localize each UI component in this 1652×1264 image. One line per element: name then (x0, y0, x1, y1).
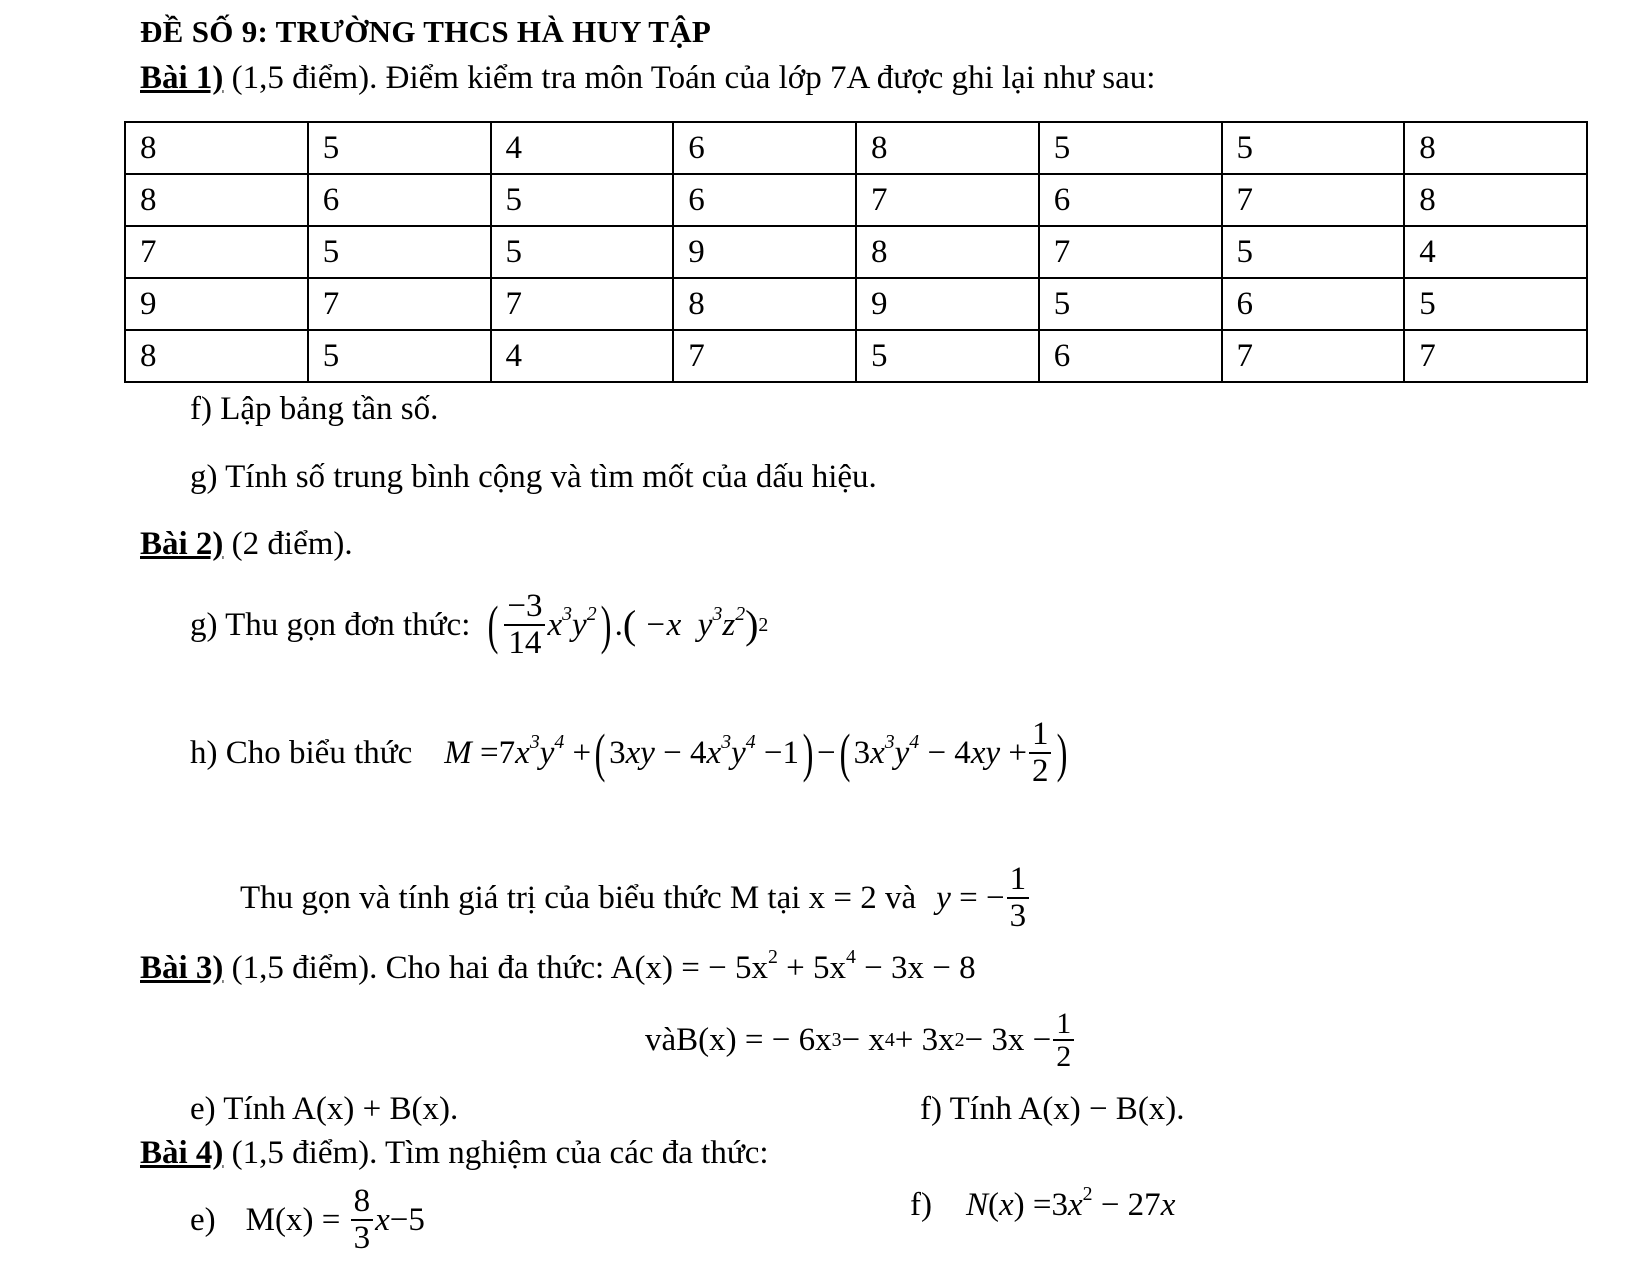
bai2-text: (2 điểm). (223, 526, 353, 562)
table-cell: 8 (856, 122, 1039, 174)
polynomial-b: B(x) = − 6x 3 − x 4 + 3x 2 − 3x − $\frac{1}{2}$ (676, 1008, 1076, 1073)
table-cell: 7 (491, 278, 674, 330)
table-cell: 7 (308, 278, 491, 330)
table-cell: 7 (1222, 330, 1405, 382)
bai2-sub (240, 858, 1031, 938)
bai2-item-g-text: g) Thu gọn đơn thức: (190, 606, 471, 643)
table-cell: 8 (673, 278, 856, 330)
fraction-neg3-14: $\frac{-3}{14}$ (504, 589, 545, 660)
bai2-item-h-text: h) Cho biểu thức (190, 734, 413, 771)
polynomial-a: A(x) = − $5x^2 + 5x^4 - 3x - 8$ (610, 946, 976, 986)
table-cell: 6 (1222, 278, 1405, 330)
table-cell: 7 (1404, 330, 1587, 382)
fraction-1-2: $\frac{1}{2}$ (1029, 717, 1052, 788)
bai2-sub-text: Thu gọn và tính giá trị của biểu thức M tại x = 2 và (240, 879, 917, 916)
monomial-expression: ( $\frac{-3}{14}$ $x^3y^2$ ) . ( −x $y^3z^2$ ) 2 (487, 588, 769, 661)
table-cell: 8 (1404, 174, 1587, 226)
table-cell: 6 (673, 122, 856, 174)
bai2-heading (140, 528, 353, 561)
table-cell: 5 (1404, 278, 1587, 330)
fraction-1-3: $\frac{1}{3}$ (1007, 862, 1030, 933)
table-cell: 5 (1222, 226, 1405, 278)
bai1-item-g: g) Tính số trung bình cộng và tìm mốt của dấu hiệu. (190, 459, 877, 495)
table-cell: 4 (1404, 226, 1587, 278)
page-title: ĐỀ SỐ 9: TRƯỜNG THCS HÀ HUY TẬP (140, 14, 712, 49)
expression-m: M =7 $x^3y^4$ + ( 3 xy − 4 $x^3y^4$ −1 ) − ( 3 $x^3y^4$ − 4 xy + $\frac{1}{2}$ ) (444, 716, 1068, 789)
bai4-item-e-label: e) (190, 1201, 216, 1238)
bai2-item-g (190, 580, 768, 670)
table-row (125, 330, 1587, 382)
table-row (125, 278, 1587, 330)
table-row (125, 226, 1587, 278)
bai4-label: Bài 4) (140, 1135, 224, 1171)
bai4-heading (140, 1137, 769, 1170)
bai2-item-h (190, 708, 1071, 798)
table-cell: 9 (125, 278, 308, 330)
bai1-label: Bài 1) (140, 60, 224, 96)
table-cell: 5 (1039, 278, 1222, 330)
table-cell: 4 (491, 122, 674, 174)
table-cell: 5 (308, 226, 491, 278)
table-cell: 7 (125, 226, 308, 278)
bai3-label: Bài 3) (140, 950, 224, 986)
table-cell: 6 (1039, 174, 1222, 226)
y-value-expression: y = − $\frac{1}{3}$ (936, 862, 1031, 933)
bai3-item-e: e) Tính A(x) + B(x). (190, 1091, 459, 1127)
table-cell: 6 (673, 174, 856, 226)
bai4-text: (1,5 điểm). Tìm nghiệm của các đa thức: (223, 1135, 769, 1171)
bai4-item-f-label: f) (910, 1186, 932, 1223)
table-cell: 7 (1039, 226, 1222, 278)
table-cell: 5 (856, 330, 1039, 382)
bai3-item-f: f) Tính A(x) − B(x). (920, 1091, 1185, 1127)
table-cell: 5 (308, 122, 491, 174)
table-cell: 9 (673, 226, 856, 278)
table-row (125, 122, 1587, 174)
bai3-heading (140, 946, 976, 986)
fraction-1-2-b: $\frac{1}{2}$ (1053, 1008, 1074, 1073)
table-cell: 7 (856, 174, 1039, 226)
table-cell: 6 (1039, 330, 1222, 382)
bai1-heading (140, 62, 1155, 95)
score-table (124, 121, 1588, 383)
table-row (125, 174, 1587, 226)
polynomial-m: M(x) = $\frac{8}{3}$ x −5 (245, 1183, 425, 1256)
polynomial-n: $N(x) =3x^2 - 27x$ (965, 1182, 1176, 1223)
bai3-va: và (645, 1021, 677, 1058)
table-cell: 5 (491, 226, 674, 278)
table-cell: 5 (308, 330, 491, 382)
table-cell: 9 (856, 278, 1039, 330)
bai1-text: (1,5 điểm). Điểm kiểm tra môn Toán của lớp 7A được ghi lại như sau: (223, 60, 1156, 96)
table-cell: 5 (1222, 122, 1405, 174)
bai3-b-line (645, 1000, 1076, 1080)
table-cell: 4 (491, 330, 674, 382)
bai2-label: Bài 2) (140, 526, 224, 562)
bai4-item-f (910, 1180, 1175, 1230)
table-cell: 8 (125, 330, 308, 382)
bai4-item-e (190, 1180, 425, 1260)
fraction-8-3: $\frac{8}{3}$ (351, 1184, 374, 1255)
bai3-text: (1,5 điểm). Cho hai đa thức: (223, 950, 611, 986)
bai1-item-f: f) Lập bảng tần số. (190, 391, 439, 427)
table-cell: 7 (673, 330, 856, 382)
table-cell: 8 (856, 226, 1039, 278)
table-cell: 8 (1404, 122, 1587, 174)
table-cell: 8 (125, 122, 308, 174)
table-cell: 5 (491, 174, 674, 226)
table-cell: 5 (1039, 122, 1222, 174)
table-cell: 8 (125, 174, 308, 226)
table-cell: 7 (1222, 174, 1405, 226)
table-cell: 6 (308, 174, 491, 226)
